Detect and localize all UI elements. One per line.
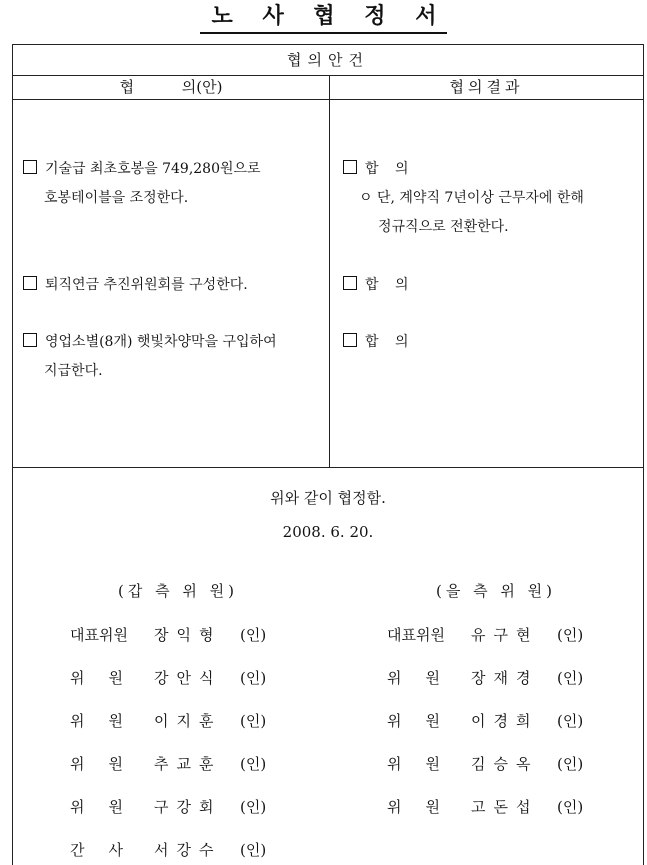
table-header: 협의안건 — [13, 45, 643, 76]
result-note: ㅇ 단, 계약직 7년이상 근무자에 한해 — [359, 190, 584, 206]
checkbox-icon — [23, 276, 37, 290]
member-name: 이지훈 — [154, 712, 222, 730]
proposal-text: 퇴직연금 추진위원회를 구성한다. — [45, 277, 248, 293]
member-name: 장재경 — [471, 669, 539, 687]
agreement-table — [12, 44, 644, 865]
member-role: 위원 — [70, 755, 147, 773]
member-name: 서강수 — [154, 841, 222, 859]
checkbox-icon — [343, 276, 357, 290]
signature-row — [70, 753, 266, 774]
member-role: 위원 — [70, 669, 147, 687]
result-text: 합 의 — [365, 161, 415, 177]
proposal-text-cont: 호봉테이블을 조정한다. — [44, 190, 189, 206]
checkbox-icon — [23, 333, 37, 347]
seal-mark: (인) — [557, 669, 584, 687]
checkbox-icon — [343, 160, 357, 174]
member-name: 강안식 — [154, 669, 222, 687]
seal-mark: (인) — [557, 712, 584, 730]
member-name: 유구현 — [471, 626, 539, 644]
member-name: 김승옥 — [471, 755, 539, 773]
member-name: 장익형 — [154, 626, 222, 644]
member-role: 위원 — [70, 712, 147, 730]
result-text: 합 의 — [365, 334, 415, 350]
seal-mark: (인) — [557, 798, 584, 816]
seal-mark: (인) — [240, 798, 267, 816]
member-name: 고돈섭 — [471, 798, 539, 816]
proposal-item-2 — [23, 271, 248, 300]
seal-mark: (인) — [240, 669, 267, 687]
proposal-item-1 — [23, 155, 261, 184]
member-role: 위원 — [70, 798, 147, 816]
signature-row — [70, 796, 266, 817]
column-header-result: 협의결과 — [330, 76, 643, 100]
signature-row — [387, 667, 583, 688]
agreement-date: 2008. 6. 20. — [282, 523, 374, 541]
party-a-title: (갑 측 위 원) — [118, 582, 238, 600]
seal-mark: (인) — [557, 626, 584, 644]
member-role: 위원 — [387, 712, 464, 730]
seal-mark: (인) — [240, 626, 267, 644]
result-item-3 — [343, 328, 415, 357]
party-b-title: (을 측 위 원) — [436, 582, 556, 600]
result-item-2 — [343, 271, 415, 300]
checkbox-icon — [23, 160, 37, 174]
proposal-item-3 — [23, 328, 277, 357]
seal-mark: (인) — [240, 841, 267, 859]
signature-row — [70, 624, 266, 645]
seal-mark: (인) — [557, 755, 584, 773]
result-note-cont: 정규직으로 전환한다. — [378, 219, 509, 235]
signature-row — [387, 624, 583, 645]
signature-row — [387, 753, 583, 774]
result-item-1 — [343, 155, 415, 184]
member-name: 이경희 — [471, 712, 539, 730]
proposal-text-cont: 지급한다. — [44, 363, 103, 379]
column-header-proposal: 협 의(안) — [13, 76, 330, 100]
signature-row — [70, 710, 266, 731]
document-title: 노 사 협 정 서 — [200, 2, 448, 34]
member-role: 위원 — [387, 798, 464, 816]
member-role: 위원 — [387, 755, 464, 773]
member-role: 대표위원 — [70, 626, 128, 644]
seal-mark: (인) — [240, 712, 267, 730]
signature-row — [387, 796, 583, 817]
signature-row — [70, 667, 266, 688]
member-name: 구강회 — [154, 798, 222, 816]
section-divider — [13, 467, 643, 468]
member-role: 간사 — [70, 841, 147, 859]
member-name: 추교훈 — [154, 755, 222, 773]
proposal-text: 기술급 최초호봉을 749,280원으로 — [45, 161, 261, 177]
proposal-text: 영업소별(8개) 햇빛차양막을 구입하여 — [45, 334, 277, 350]
column-divider — [329, 99, 330, 467]
result-text: 합 의 — [365, 277, 415, 293]
signature-row — [387, 710, 583, 731]
document-title-wrap — [0, 0, 647, 34]
seal-mark: (인) — [240, 755, 267, 773]
signature-row — [70, 839, 266, 860]
closing-statement: 위와 같이 협정함. — [270, 489, 386, 507]
checkbox-icon — [343, 333, 357, 347]
member-role: 대표위원 — [387, 626, 445, 644]
member-role: 위원 — [387, 669, 464, 687]
